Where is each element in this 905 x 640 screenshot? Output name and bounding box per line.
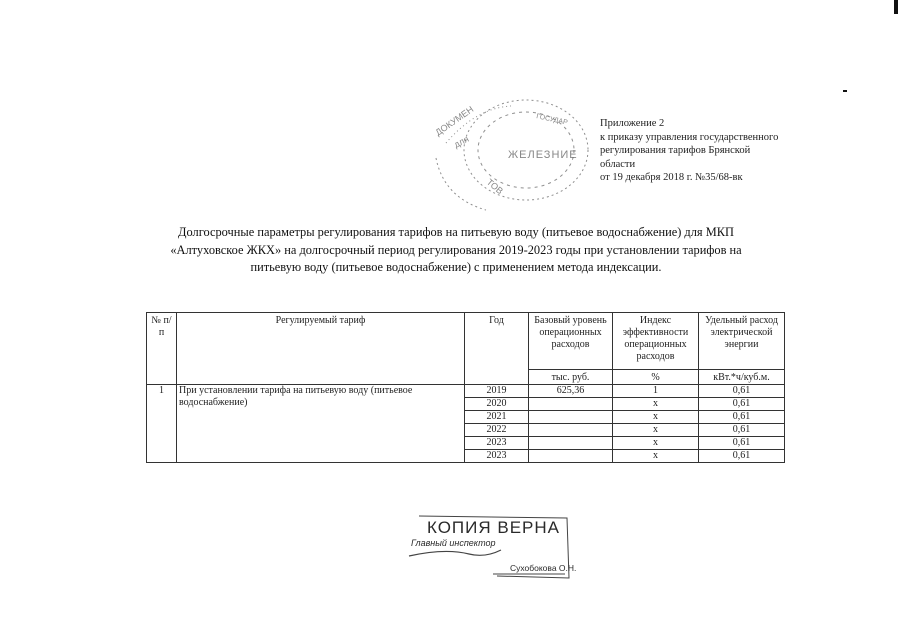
svg-text:для: для [452, 133, 471, 150]
cell-energy: 0,61 [699, 385, 785, 398]
appendix-line: Приложение 2 [600, 118, 665, 129]
appendix-line: к приказу управления государственного [600, 131, 779, 143]
cell-base [529, 411, 613, 424]
header-energy: Удельный расход электрической энергии [699, 313, 785, 370]
copy-certified-stamp [405, 512, 575, 582]
table-row [147, 385, 785, 398]
cell-base: 625,36 [529, 385, 613, 398]
title-line: питьевую воду (питьевое водоснабжение) с применением метода индексации. [250, 260, 662, 274]
header-year: Год [465, 313, 529, 385]
cell-base [529, 398, 613, 411]
cell-index: x [613, 398, 699, 411]
cell-year: 2020 [465, 398, 529, 411]
cell-base [529, 437, 613, 450]
title-line: «Алтуховское ЖКХ» на долгосрочный период регулирования 2019-2023 годы при установлении тарифов на [170, 242, 742, 257]
scan-artifact-bar [894, 0, 898, 14]
cell-energy: 0,61 [699, 437, 785, 450]
copy-stamp-name: Сухобокова О.Н. [510, 563, 577, 573]
title-line: Долгосрочные параметры регулирования тарифов на питьевую воду (питьевое водоснабжение) для МКП [178, 225, 734, 239]
cell-year: 2022 [465, 424, 529, 437]
copy-stamp-title: КОПИЯ ВЕРНА [427, 518, 561, 537]
tariff-name: При установлении тарифа на питьевую воду (питьевое водоснабжение) [177, 385, 465, 463]
appendix-block [600, 117, 840, 185]
appendix-line: регулирования тарифов Брянской [600, 145, 751, 157]
cell-energy: 0,61 [699, 450, 785, 463]
copy-stamp-role: Главный инспектор [411, 538, 496, 548]
cell-index: x [613, 450, 699, 463]
appendix-line: от 19 декабря 2018 г. №35/68-вк [600, 172, 743, 184]
round-stamp-seal [416, 88, 606, 218]
cell-index: x [613, 411, 699, 424]
cell-year: 2023 [465, 437, 529, 450]
row-number: 1 [147, 385, 177, 463]
svg-text:ГОСУДАР: ГОСУДАР [535, 113, 569, 127]
cell-base [529, 424, 613, 437]
unit-base: тыс. руб. [529, 370, 613, 385]
cell-year: 2021 [465, 411, 529, 424]
cell-year: 2019 [465, 385, 529, 398]
appendix-line: области [600, 158, 636, 170]
parameters-table [146, 312, 785, 463]
scan-artifact-dot [843, 90, 847, 92]
header-num: № п/п [147, 313, 177, 385]
unit-index: % [613, 370, 699, 385]
cell-year: 2023 [465, 450, 529, 463]
svg-text:ДОКУМЕН: ДОКУМЕН [433, 104, 476, 138]
document-title [118, 224, 794, 277]
cell-energy: 0,61 [699, 398, 785, 411]
header-index: Индекс эффективности операционных расходов [613, 313, 699, 370]
svg-text:ЖЕЛЕЗНИЕ: ЖЕЛЕЗНИЕ [508, 149, 578, 161]
cell-base [529, 450, 613, 463]
cell-energy: 0,61 [699, 411, 785, 424]
cell-index: x [613, 437, 699, 450]
cell-index: x [613, 424, 699, 437]
header-tariff: Регулируемый тариф [177, 313, 465, 385]
header-base: Базовый уровень операционных расходов [529, 313, 613, 370]
cell-index: 1 [613, 385, 699, 398]
cell-energy: 0,61 [699, 424, 785, 437]
unit-energy: кВт.*ч/куб.м. [699, 370, 785, 385]
svg-text:ТОВ: ТОВ [484, 176, 506, 197]
